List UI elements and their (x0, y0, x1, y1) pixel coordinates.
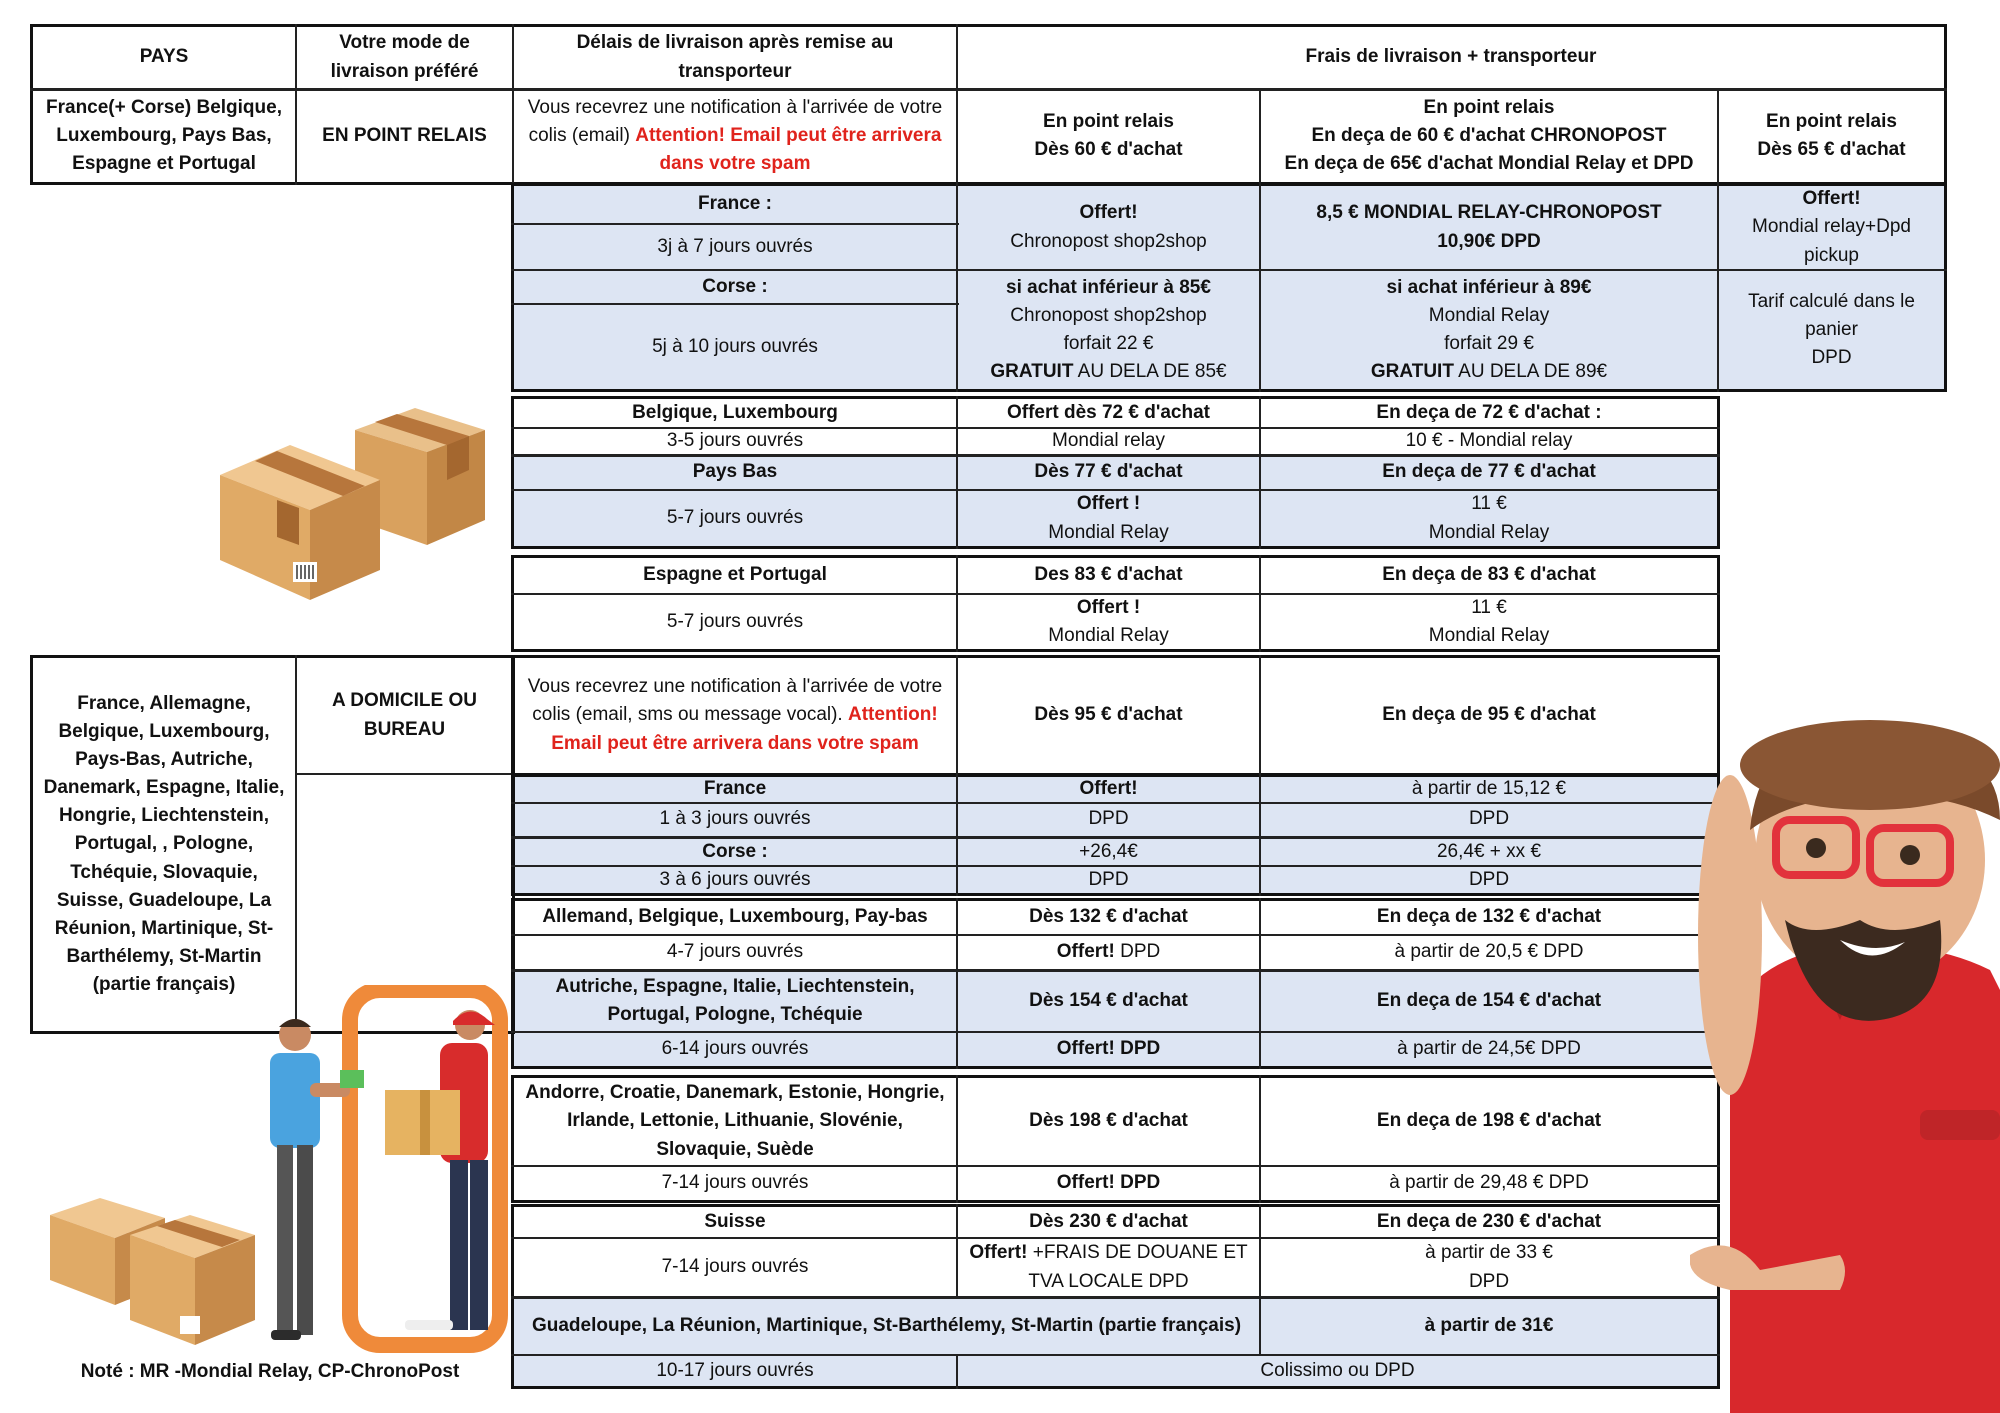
rule (956, 555, 958, 652)
relais-esp-paid (1260, 594, 1718, 650)
home-g2-delay: 6-14 jours ouvrés (661, 1038, 809, 1060)
relais-col3-l2: Dès 65 € d'achat (1757, 139, 1906, 160)
rule (511, 1165, 1720, 1167)
home-ch-free-sub: +FRAIS DE DOUANE ET TVA LOCALE DPD (1027, 1242, 1248, 1292)
header-rule (30, 88, 1947, 91)
relais-corse-b4b: GRATUIT (1370, 361, 1454, 383)
home-thr: Dès 95 € d'achat (1034, 704, 1183, 726)
home-g1-paidthr: En deça de 132 € d'achat (1376, 906, 1602, 928)
rule (511, 269, 1947, 271)
home-ch-freeb: Offert! (969, 1242, 1028, 1264)
rule (511, 1354, 1720, 1356)
home-g3-delay: 7-14 jours ouvrés (661, 1172, 809, 1194)
rule (956, 183, 958, 392)
relais-belux-paid: En deça de 72 € d'achat : (1376, 401, 1602, 423)
rule (1259, 774, 1261, 896)
relais-corse-b4: AU DELA DE 89€ (1453, 361, 1608, 383)
rule (511, 802, 1720, 804)
home-g1-paid: à partir de 20,5 € DPD (1394, 941, 1584, 963)
relais-corse-a (957, 270, 1260, 390)
home-mode: A DOMICILE OU BUREAU (332, 690, 477, 740)
home-g1-free (957, 935, 1260, 970)
rule (511, 969, 1720, 972)
relais-france-paid2: 10,90€ DPD (1437, 230, 1541, 252)
home-ch-free (957, 1238, 1260, 1297)
rule (956, 1204, 958, 1297)
home-g1-freeb: Offert! (1056, 941, 1115, 963)
header-mode: Votre mode de livraison préféré (330, 32, 479, 82)
rule (511, 836, 1720, 839)
home-ch-name: Suisse (704, 1210, 766, 1232)
relais-mode: EN POINT RELAIS (322, 124, 487, 146)
home-g3-paidthr: En deça de 198 € d'achat (1376, 1110, 1602, 1132)
relais-corse-name: Corse : (702, 275, 768, 297)
home-g1-delay: 4-7 jours ouvrés (666, 941, 804, 963)
rule (1259, 655, 1261, 776)
relais-corse-c2: DPD (1811, 347, 1852, 369)
rule (295, 24, 297, 185)
relais-corse-b (1260, 270, 1718, 390)
rule (956, 396, 958, 549)
relais-france-paid1: 8,5 € MONDIAL RELAY-CHRONOPOST (1316, 202, 1662, 224)
relais-belux-delay: 3-5 jours ouvrés (666, 430, 804, 452)
home-dom-delay: 10-17 jours ouvrés (656, 1359, 814, 1381)
relais-esp-free-label: Offert ! (1076, 596, 1141, 618)
parcel-boxes-small-illustration (45, 1190, 265, 1350)
rule (956, 1075, 958, 1203)
rule (1259, 183, 1261, 392)
rule (1259, 1204, 1261, 1355)
relais-nl-paid (1260, 490, 1718, 547)
home-g2-free: Offert! DPD (1056, 1038, 1161, 1060)
relais-esp-paid-label: 11 € (1471, 596, 1507, 618)
home-dom-price: à partir de 31€ (1424, 1314, 1554, 1336)
rule (511, 1296, 1720, 1299)
relais-corse-a4b: GRATUIT (990, 361, 1074, 383)
delivery-person-illustration (255, 985, 510, 1355)
home-ch-paid-sub: DPD (1468, 1270, 1510, 1292)
rule (956, 24, 958, 185)
home-g2-paid: à partir de 24,5€ DPD (1397, 1038, 1581, 1060)
home-corse-delay: 3 à 6 jours ouvrés (659, 868, 811, 890)
relais-belux-free-sub: Mondial relay (1052, 430, 1165, 452)
relais-france-name: France : (698, 193, 772, 215)
relais-col1-l1: En point relais (1043, 110, 1174, 132)
rule (295, 773, 515, 775)
rule (1259, 89, 1261, 185)
rule (1717, 89, 1719, 185)
relais-col3-l1: En point relais (1766, 110, 1897, 132)
relais-nl-paid-label: 11 € (1471, 493, 1507, 515)
home-corse-paid-sub: DPD (1468, 868, 1510, 890)
home-g2-paidthr: En deça de 154 € d'achat (1376, 989, 1602, 1011)
rule (511, 303, 959, 305)
rule (511, 934, 1720, 936)
rule (1259, 1075, 1261, 1203)
home-corse-free-sub: DPD (1088, 868, 1129, 890)
home-corse-paid: 26,4€ + xx € (1436, 840, 1542, 862)
relais-countries: France(+ Corse) Belgique, Luxembourg, Pays Bas, Espagne et Portugal (46, 96, 282, 175)
parcel-boxes-illustration (215, 400, 495, 610)
rule (511, 454, 1720, 457)
home-corse-free: +26,4€ (1079, 840, 1138, 862)
home-g1-name: Allemand, Belgique, Luxembourg, Pay-bas (542, 906, 928, 928)
home-g3-thr: Dès 198 € d'achat (1029, 1110, 1188, 1132)
home-g2-name: Autriche, Espagne, Italie, Liechtenstein, Portugal, Pologne, Tchéquie (555, 975, 915, 1025)
home-notice (513, 657, 957, 774)
rule (511, 593, 1720, 595)
home-france-paid-sub: DPD (1468, 808, 1510, 830)
home-g3-free: Offert! DPD (1056, 1172, 1161, 1194)
home-dom-carrier: Colissimo ou DPD (1260, 1359, 1415, 1381)
relais-corse-c1: Tarif calculé dans le panier (1748, 290, 1915, 340)
rule (956, 1355, 958, 1389)
home-g3-name: Andorre, Croatie, Danemark, Estonie, Hongrie, Irlande, Lettonie, Lithuanie, Slovénie, Slovaquie, Suède (525, 1082, 945, 1160)
home-ch-thr: Dès 230 € d'achat (1029, 1210, 1188, 1232)
rule (1259, 898, 1261, 1069)
home-countries: France, Allemagne, Belgique, Luxembourg, Pays-Bas, Autriche, Danemark, Espagne, Italie, Hongrie, Liechtenstein, Portugal, , Pologne, Tchéquie, Slovaquie, Suisse, Guadeloupe, La Réunion, Martinique, St-Barthélemy, St-Martin (partie français) (43, 692, 285, 995)
mascot-character-illustration (1690, 690, 2000, 1413)
relais-col2-l1: En point relais (1423, 96, 1555, 118)
home-france-free-sub: DPD (1088, 808, 1129, 830)
rule (1259, 555, 1261, 652)
rule (511, 1237, 1720, 1239)
relais-col2-l3: En deça de 65€ d'achat Mondial Relay et DPD (1284, 153, 1694, 175)
relais-col2-head (1260, 89, 1718, 183)
relais-nl-paidthr: En deça de 77 € d'achat (1382, 461, 1596, 483)
header-delais: Délais de livraison après remise au transporteur (576, 32, 894, 82)
rule (956, 774, 958, 896)
rule (511, 865, 1720, 867)
relais-col3-head (1718, 89, 1945, 183)
relais-nl-free-label: Offert ! (1076, 493, 1141, 515)
relais-france-c3b: Mondial relay+Dpd pickup (1752, 216, 1911, 266)
relais-france-c3 (1718, 185, 1945, 270)
rule (956, 655, 958, 776)
relais-nl-name: Pays Bas (692, 461, 778, 483)
relais-attention: Attention! Email peut être arrivera dans votre spam (635, 124, 942, 175)
rule (295, 655, 297, 1034)
rule (1259, 396, 1261, 549)
relais-notice (513, 89, 957, 183)
rule (511, 427, 1720, 429)
rule (511, 489, 1720, 491)
relais-corse-b2: Mondial Relay (1428, 304, 1550, 326)
home-ch-paid (1260, 1238, 1718, 1297)
relais-esp-thr: Des 83 € d'achat (1034, 564, 1183, 586)
relais-esp-free (957, 594, 1260, 650)
relais-esp-paid-sub: Mondial Relay (1428, 625, 1550, 646)
relais-notice-text: Vous recevrez une notification à l'arrivée de votre colis (email) (527, 96, 943, 146)
relais-corse-c (1718, 270, 1945, 390)
relais-col1-l2: Dès 60 € d'achat (1034, 139, 1183, 160)
home-france-name: France (703, 778, 767, 800)
relais-esp-delay: 5-7 jours ouvrés (666, 610, 804, 632)
rule (1717, 183, 1719, 392)
relais-nl-thr: Dès 77 € d'achat (1034, 461, 1183, 483)
relais-nl-delay: 5-7 jours ouvrés (666, 507, 804, 529)
home-ch-delay: 7-14 jours ouvrés (661, 1256, 809, 1278)
header-pays: PAYS (139, 46, 189, 68)
home-corse-name: Corse : (702, 840, 768, 862)
rule (512, 24, 514, 185)
home-ch-paid-label: à partir de 33 € (1425, 1242, 1553, 1264)
home-france-free: Offert! (1079, 778, 1138, 800)
home-france-delay: 1 à 3 jours ouvrés (659, 808, 811, 830)
relais-nl-paid-sub: Mondial Relay (1428, 521, 1550, 543)
relais-col1-head (957, 89, 1260, 183)
relais-col2-l2: En deça de 60 € d'achat CHRONOPOST (1311, 124, 1667, 146)
relais-france-free-sub: Chronopost shop2shop (1010, 230, 1207, 252)
relais-france-free (957, 185, 1260, 270)
relais-france-free-label: Offert! (1079, 202, 1138, 224)
home-notice-text: Vous recevrez une notification à l'arrivée de votre colis (email, sms ou message vocal). (527, 676, 943, 726)
home-ch-paidthr: En deça de 230 € d'achat (1376, 1210, 1602, 1232)
home-g1-thr: Dès 132 € d'achat (1029, 906, 1188, 928)
relais-corse-b3: forfait 29 € (1444, 333, 1534, 354)
relais-corse-a2: Chronopost shop2shop (1010, 304, 1207, 326)
relais-nl-free-sub: Mondial Relay (1048, 521, 1169, 543)
relais-corse-a4: AU DELA DE 85€ (1073, 361, 1227, 383)
home-dom-name: Guadeloupe, La Réunion, Martinique, St-Barthélemy, St-Martin (partie français) (531, 1314, 1242, 1336)
relais-esp-name: Espagne et Portugal (643, 564, 827, 586)
relais-belux-free: Offert dès 72 € d'achat (1006, 401, 1211, 423)
relais-belux-paid-sub: 10 € - Mondial relay (1405, 430, 1573, 452)
relais-belux-name: Belgique, Luxembourg (632, 401, 838, 423)
relais-corse-a1: si achat inférieur à 85€ (1006, 276, 1211, 298)
home-paidthr: En deça de 95 € d'achat (1382, 704, 1596, 726)
relais-corse-b1: si achat inférieur à 89€ (1386, 276, 1592, 298)
rule (511, 1031, 1720, 1033)
relais-esp-paidthr: En deça de 83 € d'achat (1382, 564, 1596, 586)
relais-corse-delay: 5j à 10 jours ouvrés (652, 335, 818, 357)
relais-nl-free (957, 490, 1260, 547)
home-g3-paid: à partir de 29,48 € DPD (1389, 1172, 1589, 1194)
relais-corse-a3: forfait 22 € (1063, 333, 1154, 354)
rule (511, 223, 959, 225)
relais-france-c3a: Offert! (1802, 188, 1861, 210)
relais-france-delay: 3j à 7 jours ouvrés (657, 235, 813, 257)
rule (956, 898, 958, 1069)
relais-esp-free-sub: Mondial Relay (1048, 625, 1169, 646)
relais-france-paid (1260, 185, 1718, 270)
header-frais: Frais de livraison + transporteur (1305, 46, 1597, 68)
home-france-paid: à partir de 15,12 € (1411, 778, 1567, 800)
footnote: Noté : MR -Mondial Relay, CP-ChronoPost (80, 1361, 460, 1382)
home-g2-thr: Dès 154 € d'achat (1029, 989, 1188, 1011)
home-attention: Attention! Email peut être arrivera dans votre spam (551, 704, 938, 754)
home-g1-free-sub: DPD (1114, 941, 1161, 963)
